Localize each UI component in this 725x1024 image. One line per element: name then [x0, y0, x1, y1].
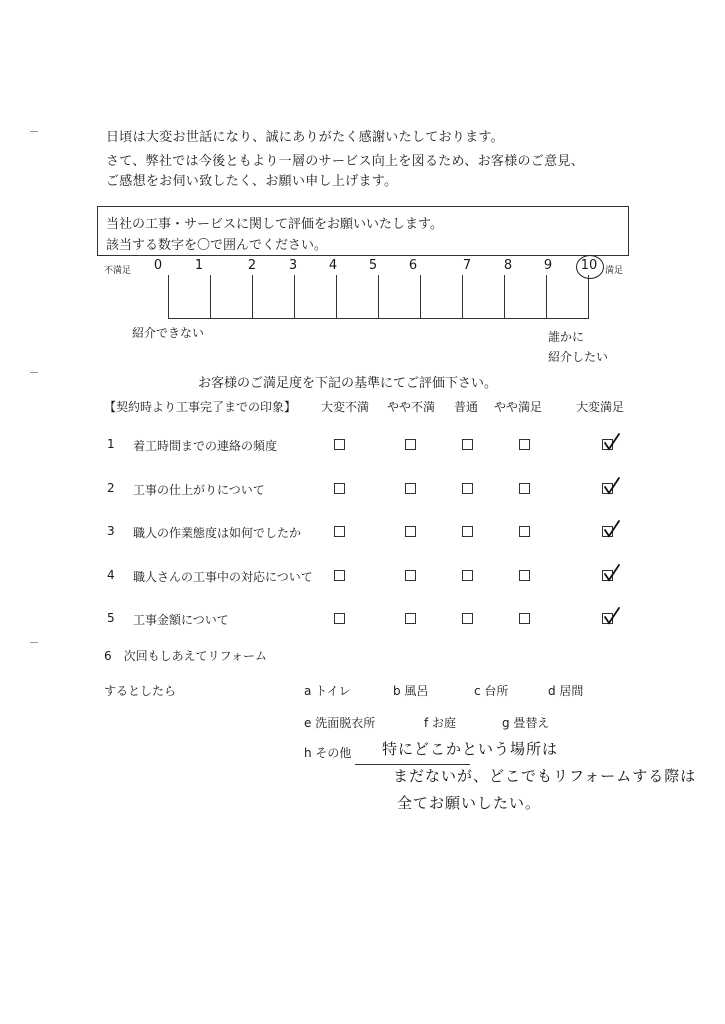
rating-checkbox[interactable]	[602, 613, 613, 624]
row-label: 着工時間までの連絡の頻度	[133, 439, 278, 453]
rating-checkbox[interactable]	[405, 439, 416, 450]
instruction-line-2: 該当する数字を〇で囲んでください。	[106, 238, 328, 253]
scale-number-6[interactable]: 6	[408, 258, 418, 273]
row-number: 3	[107, 524, 115, 538]
scale-number-2[interactable]: 2	[247, 258, 257, 273]
scale-number-3[interactable]: 3	[288, 258, 298, 273]
row-label: 職人の作業態度は如何でしたか	[133, 526, 302, 540]
rating-checkbox[interactable]	[405, 526, 416, 537]
rating-checkbox[interactable]	[602, 526, 613, 537]
rating-checkbox[interactable]	[602, 439, 613, 450]
row-label: 職人さんの工事中の対応について	[133, 570, 313, 584]
rating-checkbox[interactable]	[602, 483, 613, 494]
rating-checkbox[interactable]	[405, 613, 416, 624]
intro-line-3: ご感想をお伺い致したく、お願い申し上げます。	[106, 174, 398, 189]
scale-tick	[294, 275, 295, 318]
scale-tick	[210, 275, 211, 318]
rating-checkbox[interactable]	[334, 570, 345, 581]
check-mark-icon	[601, 519, 621, 539]
satisfaction-title: お客様のご満足度を下記の基準にてご評価下さい。	[198, 376, 498, 391]
question6-line1: 6 次回もしあえてリフォーム	[104, 649, 268, 663]
scale-tick	[168, 275, 169, 318]
rating-checkbox[interactable]	[462, 483, 473, 494]
rating-checkbox[interactable]	[405, 570, 416, 581]
scale-bottom-right-1: 誰かに	[548, 330, 585, 344]
rating-checkbox[interactable]	[462, 570, 473, 581]
column-header: やや満足	[493, 400, 542, 414]
question6-line2: するとしたら	[104, 684, 177, 698]
scale-right-label: 満足	[605, 266, 624, 276]
rating-checkbox[interactable]	[519, 439, 530, 450]
check-mark-icon	[601, 563, 621, 583]
intro-line-2: さて、弊社では今後ともより一層のサービス向上を図るため、お客様のご意見、	[106, 154, 585, 169]
rating-checkbox[interactable]	[462, 613, 473, 624]
row-number: 5	[107, 611, 115, 625]
rating-checkbox[interactable]	[519, 570, 530, 581]
option-tatami: g 畳替え	[502, 716, 550, 730]
scale-left-label: 不満足	[104, 266, 132, 276]
scale-tick	[462, 275, 463, 318]
intro-line-1: 日頃は大変お世話になり、誠にありがたく感謝いたしております。	[106, 130, 504, 145]
scale-number-1[interactable]: 1	[194, 258, 204, 273]
scale-bottom-left: 紹介できない	[132, 326, 205, 340]
rating-checkbox[interactable]	[334, 483, 345, 494]
scale-number-5[interactable]: 5	[368, 258, 378, 273]
column-header: 大変不満	[320, 400, 369, 414]
option-bath: b 風呂	[393, 684, 429, 698]
column-header: 大変満足	[575, 400, 624, 414]
row-label: 工事の仕上がりについて	[133, 483, 265, 497]
handwritten-line-3: 全てお願いしたい。	[397, 794, 542, 812]
scale-tick	[588, 275, 589, 318]
option-kitchen: c 台所	[474, 684, 509, 698]
row-number: 4	[107, 568, 115, 582]
instruction-box	[97, 206, 629, 256]
check-mark-icon	[601, 432, 621, 452]
rating-checkbox[interactable]	[334, 439, 345, 450]
row-label: 工事金額について	[133, 613, 229, 627]
option-toilet: a トイレ	[304, 684, 351, 698]
rating-checkbox[interactable]	[334, 613, 345, 624]
check-mark-icon	[601, 476, 621, 496]
column-header: 普通	[453, 400, 478, 414]
column-header: やや不満	[386, 400, 435, 414]
rating-checkbox[interactable]	[405, 483, 416, 494]
handwritten-line-2: まだないが、どこでもリフォームする際は	[393, 767, 697, 785]
scale-number-8[interactable]: 8	[503, 258, 513, 273]
margin-mark	[30, 372, 38, 373]
option-washroom: e 洗面脱衣所	[304, 716, 376, 730]
option-garden: f お庭	[424, 716, 457, 730]
scale-tick	[546, 275, 547, 318]
scale-number-0[interactable]: 0	[153, 258, 163, 273]
scale-tick	[252, 275, 253, 318]
rating-checkbox[interactable]	[519, 526, 530, 537]
scale-tick	[420, 275, 421, 318]
option-other: h その他	[304, 746, 352, 760]
option-living: d 居間	[548, 684, 584, 698]
rating-checkbox[interactable]	[602, 570, 613, 581]
scale-baseline	[168, 318, 589, 319]
section-label: 【契約時より工事完了までの印象】	[104, 400, 297, 414]
row-number: 2	[107, 481, 115, 495]
rating-checkbox[interactable]	[519, 483, 530, 494]
row-number: 1	[107, 437, 115, 451]
selected-score-circle	[576, 255, 604, 279]
scale-number-4[interactable]: 4	[328, 258, 338, 273]
scale-tick	[336, 275, 337, 318]
scale-number-10[interactable]: 10	[580, 258, 598, 273]
scale-tick	[504, 275, 505, 318]
margin-mark	[30, 131, 38, 132]
instruction-line-1: 当社の工事・サービスに関して評価をお願いいたします。	[106, 217, 443, 232]
rating-checkbox[interactable]	[462, 526, 473, 537]
check-mark-icon	[601, 606, 621, 626]
scale-number-9[interactable]: 9	[543, 258, 553, 273]
scale-number-7[interactable]: 7	[462, 258, 472, 273]
scale-bottom-right-2: 紹介したい	[548, 350, 609, 364]
margin-mark	[30, 642, 38, 643]
rating-checkbox[interactable]	[462, 439, 473, 450]
scale-tick	[378, 275, 379, 318]
rating-checkbox[interactable]	[519, 613, 530, 624]
handwritten-line-1: 特にどこかという場所は	[382, 740, 559, 758]
rating-checkbox[interactable]	[334, 526, 345, 537]
